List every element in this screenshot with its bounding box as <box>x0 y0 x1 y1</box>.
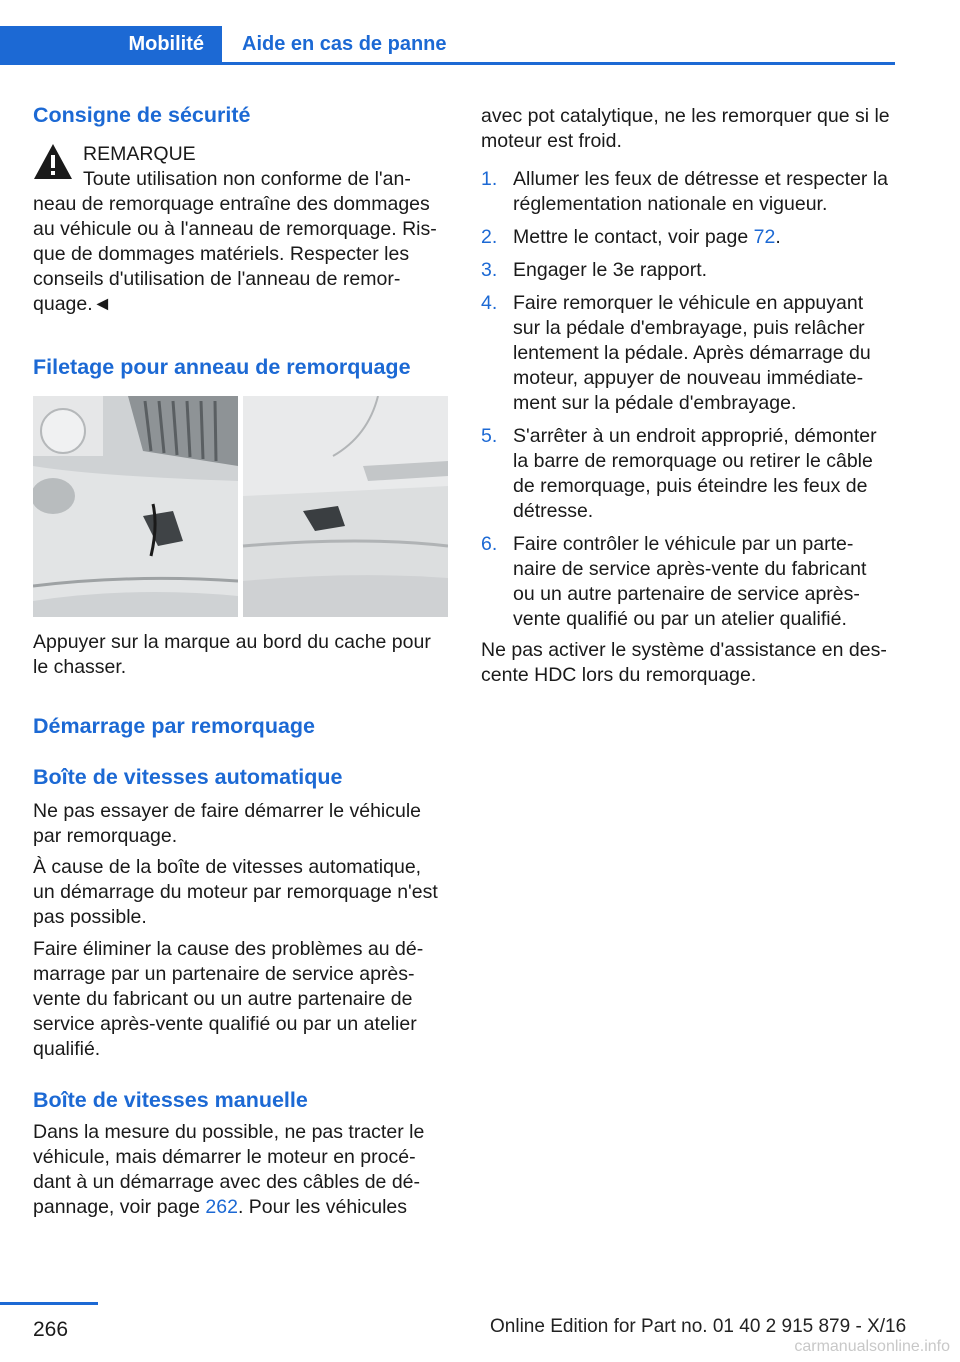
step-line: Faire remorquer le véhicule en appuyant <box>513 292 864 314</box>
tab-aide-en-cas-de-panne[interactable]: Aide en cas de panne <box>242 33 447 55</box>
step-line: naire de service après-vente du fabricant <box>513 558 867 580</box>
bumper-illustration <box>33 396 448 617</box>
thread-heading: Filetage pour anneau de remorquage <box>33 355 411 379</box>
tab-mobilite[interactable]: Mobilité <box>0 26 222 62</box>
footer-rule <box>0 1302 98 1305</box>
auto-p2-line-3: pas possible. <box>33 906 147 928</box>
tow-eye-thread-photo <box>33 396 448 617</box>
step-line: moteur, appuyer de nouveau immédiate‐ <box>513 367 864 389</box>
step-item <box>481 424 899 524</box>
auto-p2-line-2: un démarrage du moteur par remorquage n'est <box>33 881 438 903</box>
step-item <box>481 258 899 283</box>
intro-line-2: moteur est froid. <box>481 130 622 152</box>
chapter-tab-bar <box>0 26 895 65</box>
note-line-1: Toute utilisation non conforme de l'an‐ <box>83 168 411 190</box>
auto-p3-line-5: qualifié. <box>33 1038 101 1060</box>
step-number: 4. <box>481 292 498 314</box>
outro-line-2: cente HDC lors du remorquage. <box>481 664 757 686</box>
watermark: carmanualsonline.info <box>794 1338 950 1355</box>
step-number: 2. <box>481 226 498 248</box>
step-line: Faire contrôler le véhicule par un parte‐ <box>513 533 854 555</box>
page-link-262[interactable]: 262 <box>205 1196 238 1218</box>
step-line: vente qualifié ou par un atelier qualifié. <box>513 608 847 630</box>
step-number: 5. <box>481 425 498 447</box>
intro-line-1: avec pot catalytique, ne les remorquer que si le <box>481 105 890 127</box>
note-line-3: au véhicule ou à l'anneau de remorquage. Ris‐ <box>33 218 437 240</box>
note-label: REMARQUE <box>83 143 196 165</box>
note-line-5: conseils d'utilisation de l'anneau de remor‐ <box>33 268 401 290</box>
step-line: ou un autre partenaire de service après- <box>513 583 860 605</box>
auto-p1-line-1: Ne pas essayer de faire démarrer le véhicule <box>33 800 422 822</box>
step-line: sur la pédale d'embrayage, puis relâcher <box>513 317 865 339</box>
step-line: réglementation nationale en vigueur. <box>513 193 828 215</box>
note-line-4: que de dommages matériels. Respecter les <box>33 243 410 265</box>
step-number: 1. <box>481 168 498 190</box>
outro-line-1: Ne pas activer le système d'assistance en des‐ <box>481 639 887 661</box>
step-line: Engager le 3e rapport. <box>513 259 708 281</box>
step-2-suffix: . <box>775 226 781 248</box>
tow-start-steps <box>481 167 899 640</box>
auto-p3-line-3: vente du fabricant ou un autre partenaire de <box>33 988 413 1010</box>
auto-p2-line-1: À cause de la boîte de vitesses automatique, <box>33 856 422 878</box>
step-line: lentement la pédale. Après démarrage du <box>513 342 871 364</box>
manual-line-2: véhicule, mais démarrer le moteur en procé‐ <box>33 1146 416 1168</box>
step-line: S'arrêter à un endroit approprié, démonter <box>513 425 877 447</box>
tow-start-heading: Démarrage par remorquage <box>33 714 315 738</box>
edition-note: Online Edition for Part no. 01 40 2 915 879 - X/16 <box>490 1316 907 1337</box>
step-item <box>481 225 899 250</box>
step-line: ment sur la pédale d'embrayage. <box>513 392 797 414</box>
step-2-prefix: Mettre le contact, voir page <box>513 226 754 248</box>
step-item <box>481 532 899 632</box>
auto-gearbox-heading: Boîte de vitesses automatique <box>33 765 343 789</box>
manual-gearbox-heading: Boîte de vitesses manuelle <box>33 1088 308 1112</box>
manual-line-4-prefix: pannage, voir page <box>33 1196 206 1218</box>
step-number: 3. <box>481 259 498 281</box>
step-item <box>481 291 899 416</box>
page-number: 266 <box>33 1318 69 1341</box>
page-link-72[interactable]: 72 <box>753 226 776 248</box>
manual-line-4-suffix: . Pour les véhicules <box>237 1196 408 1218</box>
step-number: 6. <box>481 533 498 555</box>
auto-p3-line-2: marrage par un partenaire de service après- <box>33 963 415 985</box>
manual-line-4 <box>33 1195 407 1220</box>
step-line: la barre de remorquage ou retirer le câble <box>513 450 873 472</box>
warning-triangle-icon <box>33 142 73 182</box>
manual-line-1: Dans la mesure du possible, ne pas tracter le <box>33 1121 425 1143</box>
step-line: de remorquage, puis éteindre les feux de <box>513 475 868 497</box>
safety-heading: Consigne de sécurité <box>33 103 251 127</box>
auto-p3-line-1: Faire éliminer la cause des problèmes au dé‐ <box>33 938 424 960</box>
note-line-6: quage.◄ <box>33 293 112 315</box>
auto-p3-line-4: service après-vente qualifié ou par un atelier <box>33 1013 417 1035</box>
caption-line-2: le chasser. <box>33 656 127 678</box>
step-line: Allumer les feux de détresse et respecter la <box>513 168 889 190</box>
step-item <box>481 167 899 217</box>
step-line <box>513 225 899 250</box>
caption-line-1: Appuyer sur la marque au bord du cache pour <box>33 631 431 653</box>
note-line-2: neau de remorquage entraîne des dommages <box>33 193 430 215</box>
auto-p1-line-2: par remorquage. <box>33 825 178 847</box>
step-line: détresse. <box>513 500 594 522</box>
manual-line-3: dant à un démarrage avec des câbles de dé‐ <box>33 1171 421 1193</box>
